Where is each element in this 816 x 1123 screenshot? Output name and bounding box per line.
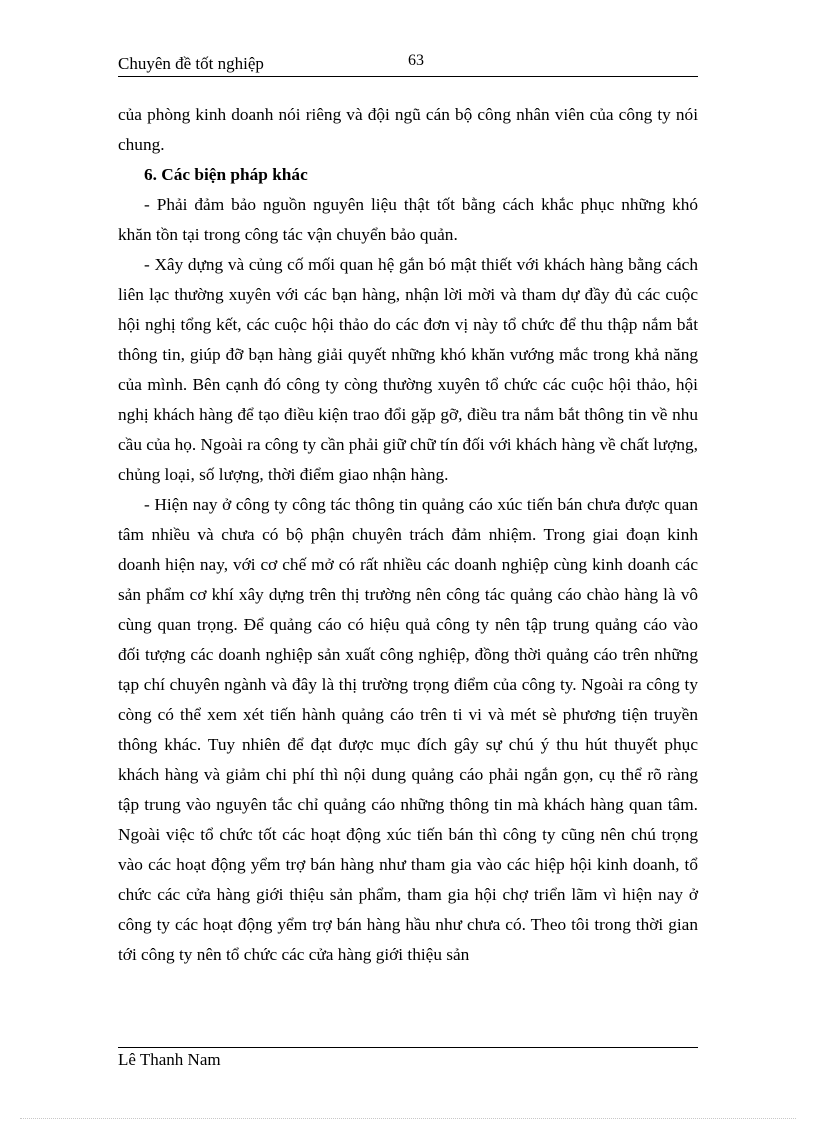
page-header <box>118 50 698 77</box>
intro-paragraph: của phòng kinh doanh nói riêng và đội ngũ cán bộ công nhân viên của công ty nói chung. <box>118 105 698 154</box>
page-edge-divider <box>20 1118 796 1119</box>
page-footer <box>118 1047 698 1069</box>
paragraph-raw-materials: - Phải đảm bảo nguồn nguyên liệu thật tốt bằng cách khắc phục những khó khăn tồn tại trong công tác vận chuyển bảo quản. <box>118 195 698 244</box>
page-number: 63 <box>408 52 424 69</box>
section-heading: 6. Các biện pháp khác <box>144 165 308 184</box>
paragraph-customer-relations: - Xây dựng và củng cố mối quan hệ gắn bó mật thiết với khách hàng bằng cách liên lạc thường xuyên với các bạn hàng, nhận lời mời và tham dự đầy đủ các cuộc hội nghị tổng kết, các cuộc hội thảo do các đơn vị này tổ chức để thu thập nắm bắt thông tin, giúp đỡ bạn hàng giải quyết những khó khăn vướng mắc trong khả năng của mình. Bên cạnh đó công ty còng thường xuyên tổ chức các cuộc hội thảo, hội nghị khách hàng để tạo điều kiện trao đổi gặp gỡ, điều tra nắm bắt thông tin về nhu cầu của họ. Ngoài ra công ty cần phải giữ chữ tín đối với khách hàng về chất lượng, chủng loại, số lượng, thời điểm giao nhận hàng. <box>118 255 699 484</box>
paragraph-advertising: - Hiện nay ở công ty công tác thông tin quảng cáo xúc tiến bán chưa được quan tâm nhiều và chưa có bộ phận chuyên trách đảm nhiệm. Trong giai đoạn kinh doanh hiện nay, với cơ chế mở có rất nhiều các doanh nghiệp cùng kinh doanh các sản phẩm cơ khí xây dựng trên thị trường nên công tác quảng cáo chào hàng là vô cùng quan trọng. Để quảng cáo có hiệu quả công ty nên tập trung quảng cáo vào đối tượng các doanh nghiệp sản xuất công nghiệp, đồng thời quảng cáo trên những tạp chí chuyên ngành và đây là thị trường trọng điểm của công ty. Ngoài ra công ty còng có thể xem xét tiến hành quảng cáo trên ti vi và mét sè phương tiện truyền thông khác. Tuy nhiên để đạt được mục đích gây sự chú ý thu hút thuyết phục khách hàng và giảm chi phí thì nội dung quảng cáo phải ngắn gọn, cụ thể rõ ràng tập trung vào nguyên tắc chỉ quảng cáo những thông tin mà khách hàng quan tâm. Ngoài việc tổ chức tốt các hoạt động xúc tiến bán thì công ty cũng nên chú trọng vào các hoạt động yểm trợ bán hàng như tham gia vào các hiệp hội kinh doanh, tổ chức các cửa hàng giới thiệu sản phẩm, tham gia hội chợ triển lãm vì hiện nay ở công ty các hoạt động yểm trợ bán hàng hầu như chưa có. Theo tôi trong thời gian tới công ty nên tổ chức các cửa hàng giới thiệu sản <box>118 495 698 964</box>
author-name: Lê Thanh Nam <box>118 1050 221 1069</box>
page-body <box>118 100 698 970</box>
document-title: Chuyên đề tốt nghiệp <box>118 54 264 73</box>
